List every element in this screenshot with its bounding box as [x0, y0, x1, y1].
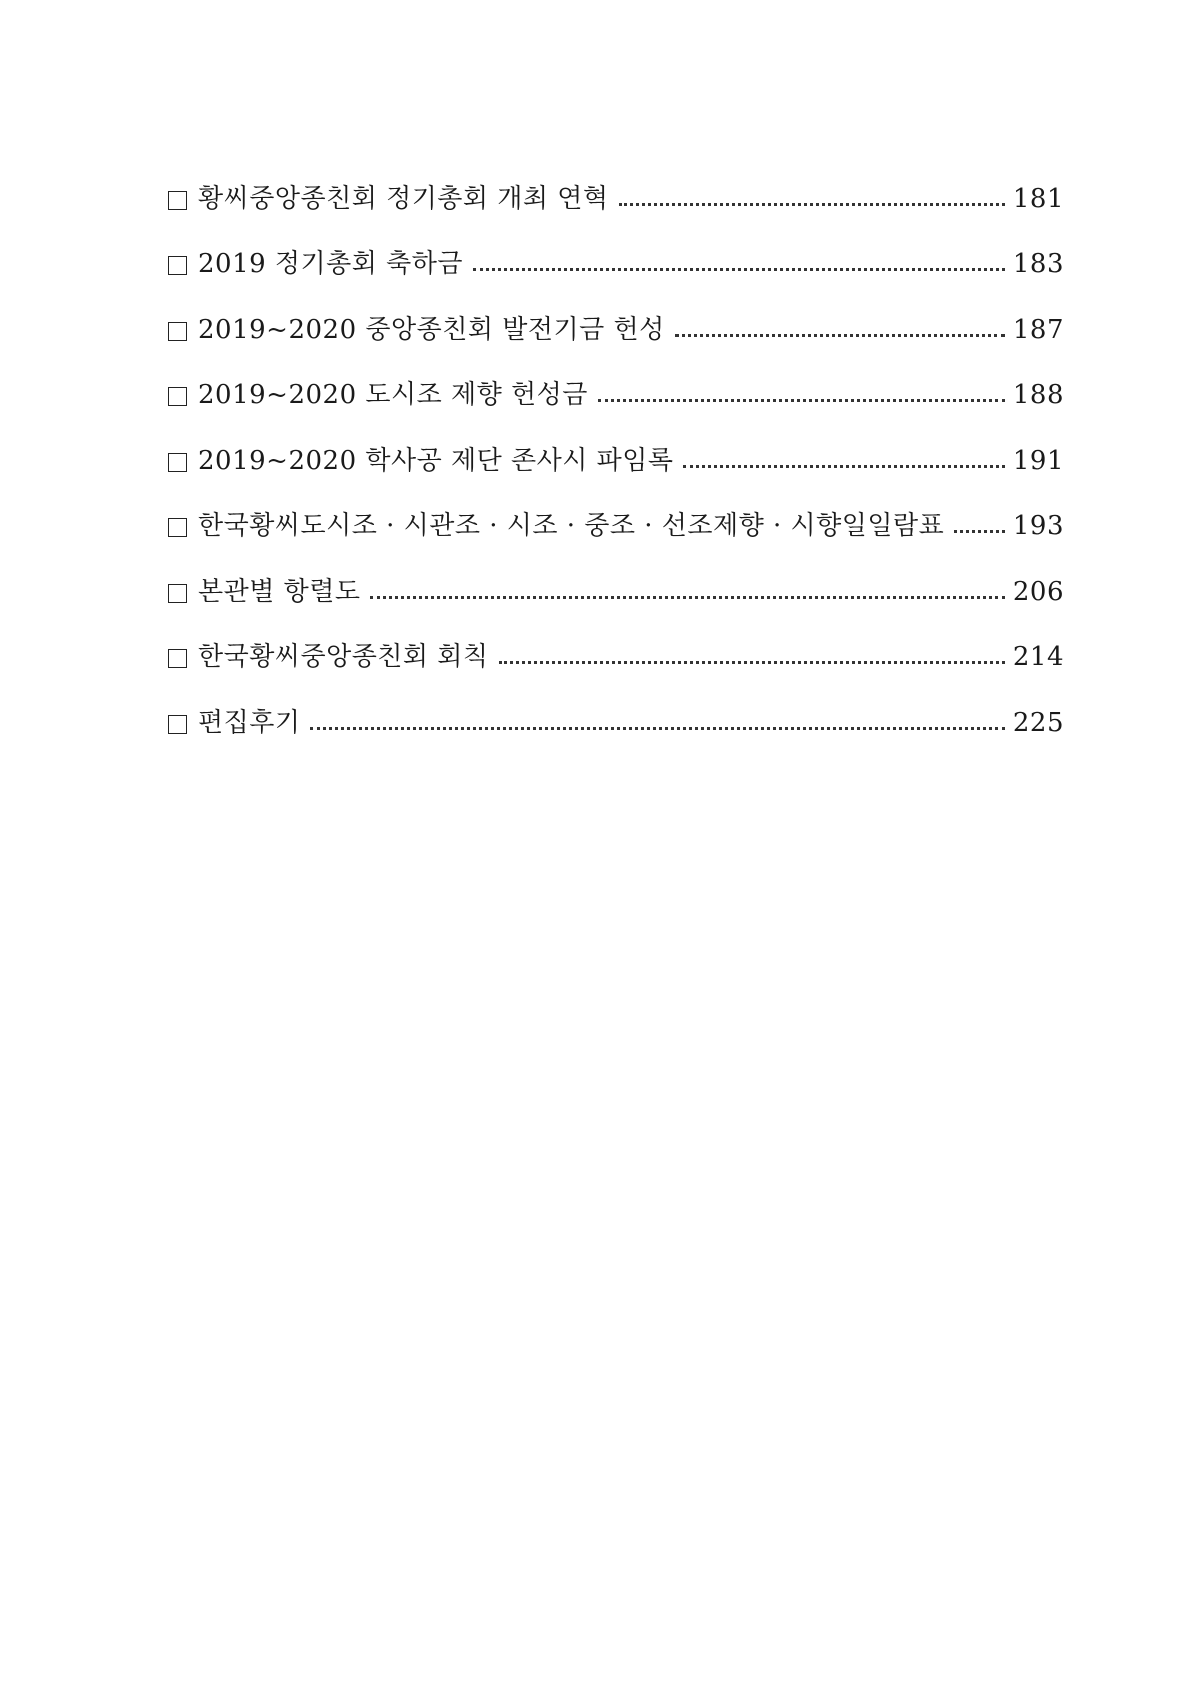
- dot-leader: [310, 727, 1004, 730]
- checkbox-square-icon: [168, 453, 187, 472]
- toc-entry[interactable]: [168, 432, 1064, 498]
- toc-entry[interactable]: [168, 367, 1064, 433]
- toc-entry[interactable]: [168, 563, 1064, 629]
- toc-entry[interactable]: [168, 629, 1064, 695]
- toc-entry-page: 214: [1012, 642, 1064, 672]
- toc-entry[interactable]: [168, 236, 1064, 302]
- toc-entry[interactable]: [168, 170, 1064, 236]
- toc-entry[interactable]: [168, 694, 1064, 760]
- toc-entry[interactable]: [168, 301, 1064, 367]
- toc-entry-title: 2019~2020 도시조 제향 헌성금: [198, 380, 588, 410]
- dot-leader: [598, 399, 1005, 402]
- toc-entry-title: 편집후기: [198, 707, 301, 738]
- checkbox-square-icon: [168, 387, 187, 406]
- checkbox-square-icon: [168, 715, 187, 734]
- toc-entry-page: 225: [1012, 707, 1064, 738]
- dot-leader: [619, 203, 1005, 206]
- toc-entry-title: 2019 정기총회 축하금: [198, 249, 464, 279]
- dot-leader: [473, 268, 1005, 271]
- toc-entry-title: 한국황씨도시조 · 시관조 · 시조 · 중조 · 선조제향 · 시향일일람표: [198, 511, 945, 541]
- toc-entry-page: 206: [1012, 576, 1064, 607]
- toc-entry-page: 188: [1012, 380, 1064, 410]
- toc-entry-title: 황씨중앙종친회 정기총회 개최 연혁: [198, 183, 609, 214]
- toc-entry-page: 181: [1012, 183, 1064, 214]
- toc-entry-title: 본관별 항렬도: [198, 576, 361, 607]
- checkbox-square-icon: [168, 256, 187, 275]
- checkbox-square-icon: [168, 518, 187, 537]
- toc-entry-title: 2019~2020 중앙종친회 발전기금 헌성: [198, 314, 665, 345]
- dot-leader: [499, 661, 1005, 664]
- dot-leader: [370, 596, 1004, 599]
- checkbox-square-icon: [168, 322, 187, 341]
- checkbox-square-icon: [168, 584, 187, 603]
- dot-leader: [683, 465, 1004, 468]
- toc-entry-page: 193: [1012, 511, 1064, 541]
- toc-entry-page: 187: [1012, 314, 1064, 345]
- table-of-contents: [168, 170, 1064, 760]
- checkbox-square-icon: [168, 649, 187, 668]
- toc-entry-title: 2019~2020 학사공 제단 존사시 파임록: [198, 445, 674, 476]
- toc-entry-page: 183: [1012, 249, 1064, 279]
- dot-leader: [675, 334, 1005, 337]
- toc-entry-page: 191: [1012, 445, 1064, 476]
- toc-entry[interactable]: [168, 498, 1064, 564]
- toc-entry-title: 한국황씨중앙종친회 회칙: [198, 642, 489, 672]
- checkbox-square-icon: [168, 191, 187, 210]
- dot-leader: [954, 530, 1005, 533]
